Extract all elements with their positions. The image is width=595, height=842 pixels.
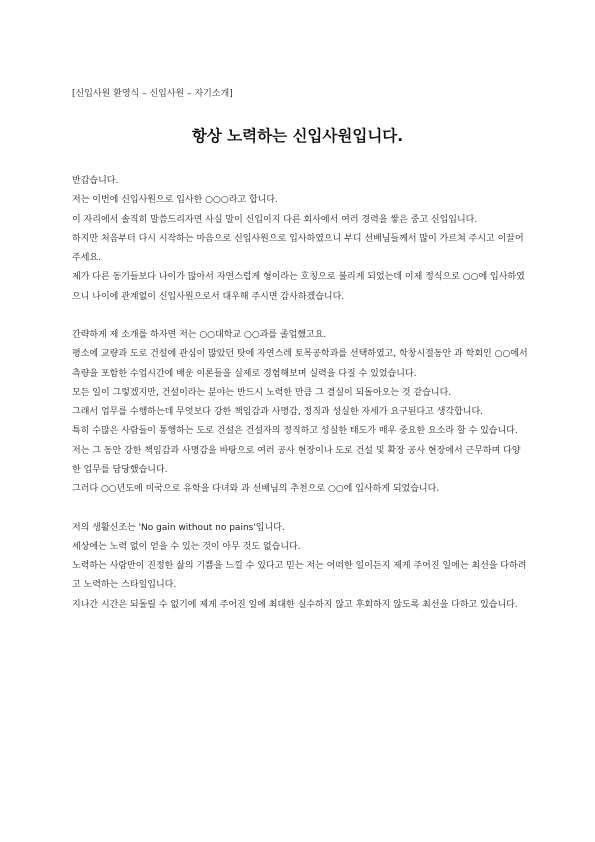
body-paragraph: 하지만 처음부터 다시 시작하는 마음으로 신입사원으로 입사하였으니 부디 선배님들께서 많이 가르쳐 주시고 이끌어 주세요. [72, 233, 524, 263]
section-spacer [72, 499, 528, 518]
body-paragraph: 저는 이번에 신입사원으로 입사한 ○○○라고 합니다. [72, 195, 278, 206]
body-paragraph: 그래서 업무를 수행하는데 무엇보다 강한 책임감과 사명감, 정직과 성실한 자세가 요구된다고 생각합니다. [72, 407, 484, 417]
body-paragraph: 그러다 ○○년도에 미국으로 유학을 다녀와 과 선배님의 추천으로 ○○에 입사하게 되었습니다. [72, 484, 440, 494]
body-paragraph: 세상에는 노력 없이 얻을 수 있는 것이 아무 것도 없습니다. [72, 541, 301, 552]
document-header-tag: [신입사원 환영식 – 신입사원 – 자기소개] [72, 89, 233, 99]
document-body [72, 172, 528, 615]
document-title: 항상 노력하는 신입사원입니다. [191, 127, 404, 145]
body-paragraph: 특히 수많은 사람들이 통행하는 도로 건설은 건설자의 정직하고 성실한 태도가 매우 중요한 요소라 할 수 있습니다. [72, 426, 518, 437]
body-paragraph: 이 자리에서 솔직히 말씀드리자면 사실 말이 신입이지 다른 회사에서 여러 경력을 쌓은 중고 신입입니다. [72, 214, 478, 225]
body-paragraph: 평소에 교량과 도로 건설에 관심이 많았던 탓에 자연스레 토목공학과를 선택하였고, 학창시절동안 과 학회인 ○○에서 측량을 포함한 수업시간에 배운 이론들을 실제로 경험해보며 실력을 다질 수 있었습니다. [72, 349, 528, 379]
body-paragraph: 간략하게 제 소개를 하자면 저는 ○○대학교 ○○과를 졸업했고요. [72, 330, 327, 340]
body-paragraph: 저는 그 동안 강한 책임감과 사명감을 바탕으로 여러 공사 현장이나 도로 건설 및 확장 공사 현장에서 근무하며 다양한 업무를 담당했습니다. [72, 445, 521, 475]
body-paragraph: 제가 다른 동기들보다 나이가 많아서 자연스럽게 형이라는 호칭으로 불리게 되었는데 이제 정식으로 ○○에 입사하였으니 나이에 관계없이 신입사원으로서 대우해 주시면 감사하겠습니다. [72, 272, 525, 302]
body-paragraph: 노력하는 사람만이 진정한 삶의 기쁨을 느낄 수 있다고 믿는 저는 어떠한 일이든지 제게 주어진 일에는 최선을 다하려고 노력하는 스타일입니다. [72, 561, 527, 591]
body-paragraph: 저의 생활신조는 'No gain without no pains'입니다. [72, 522, 285, 533]
body-paragraph: 모든 일이 그렇겠지만, 건설이라는 분야는 반드시 노력한 만큼 그 결실이 되돌아오는 것 같습니다. [72, 387, 452, 398]
section-spacer [72, 307, 528, 326]
body-paragraph: 반갑습니다. [72, 176, 119, 186]
body-paragraph: 지나간 시간은 되돌릴 수 없기에 제게 주어진 일에 최대한 실수하지 않고 후회하지 않도록 최선을 다하고 있습니다. [72, 599, 518, 610]
